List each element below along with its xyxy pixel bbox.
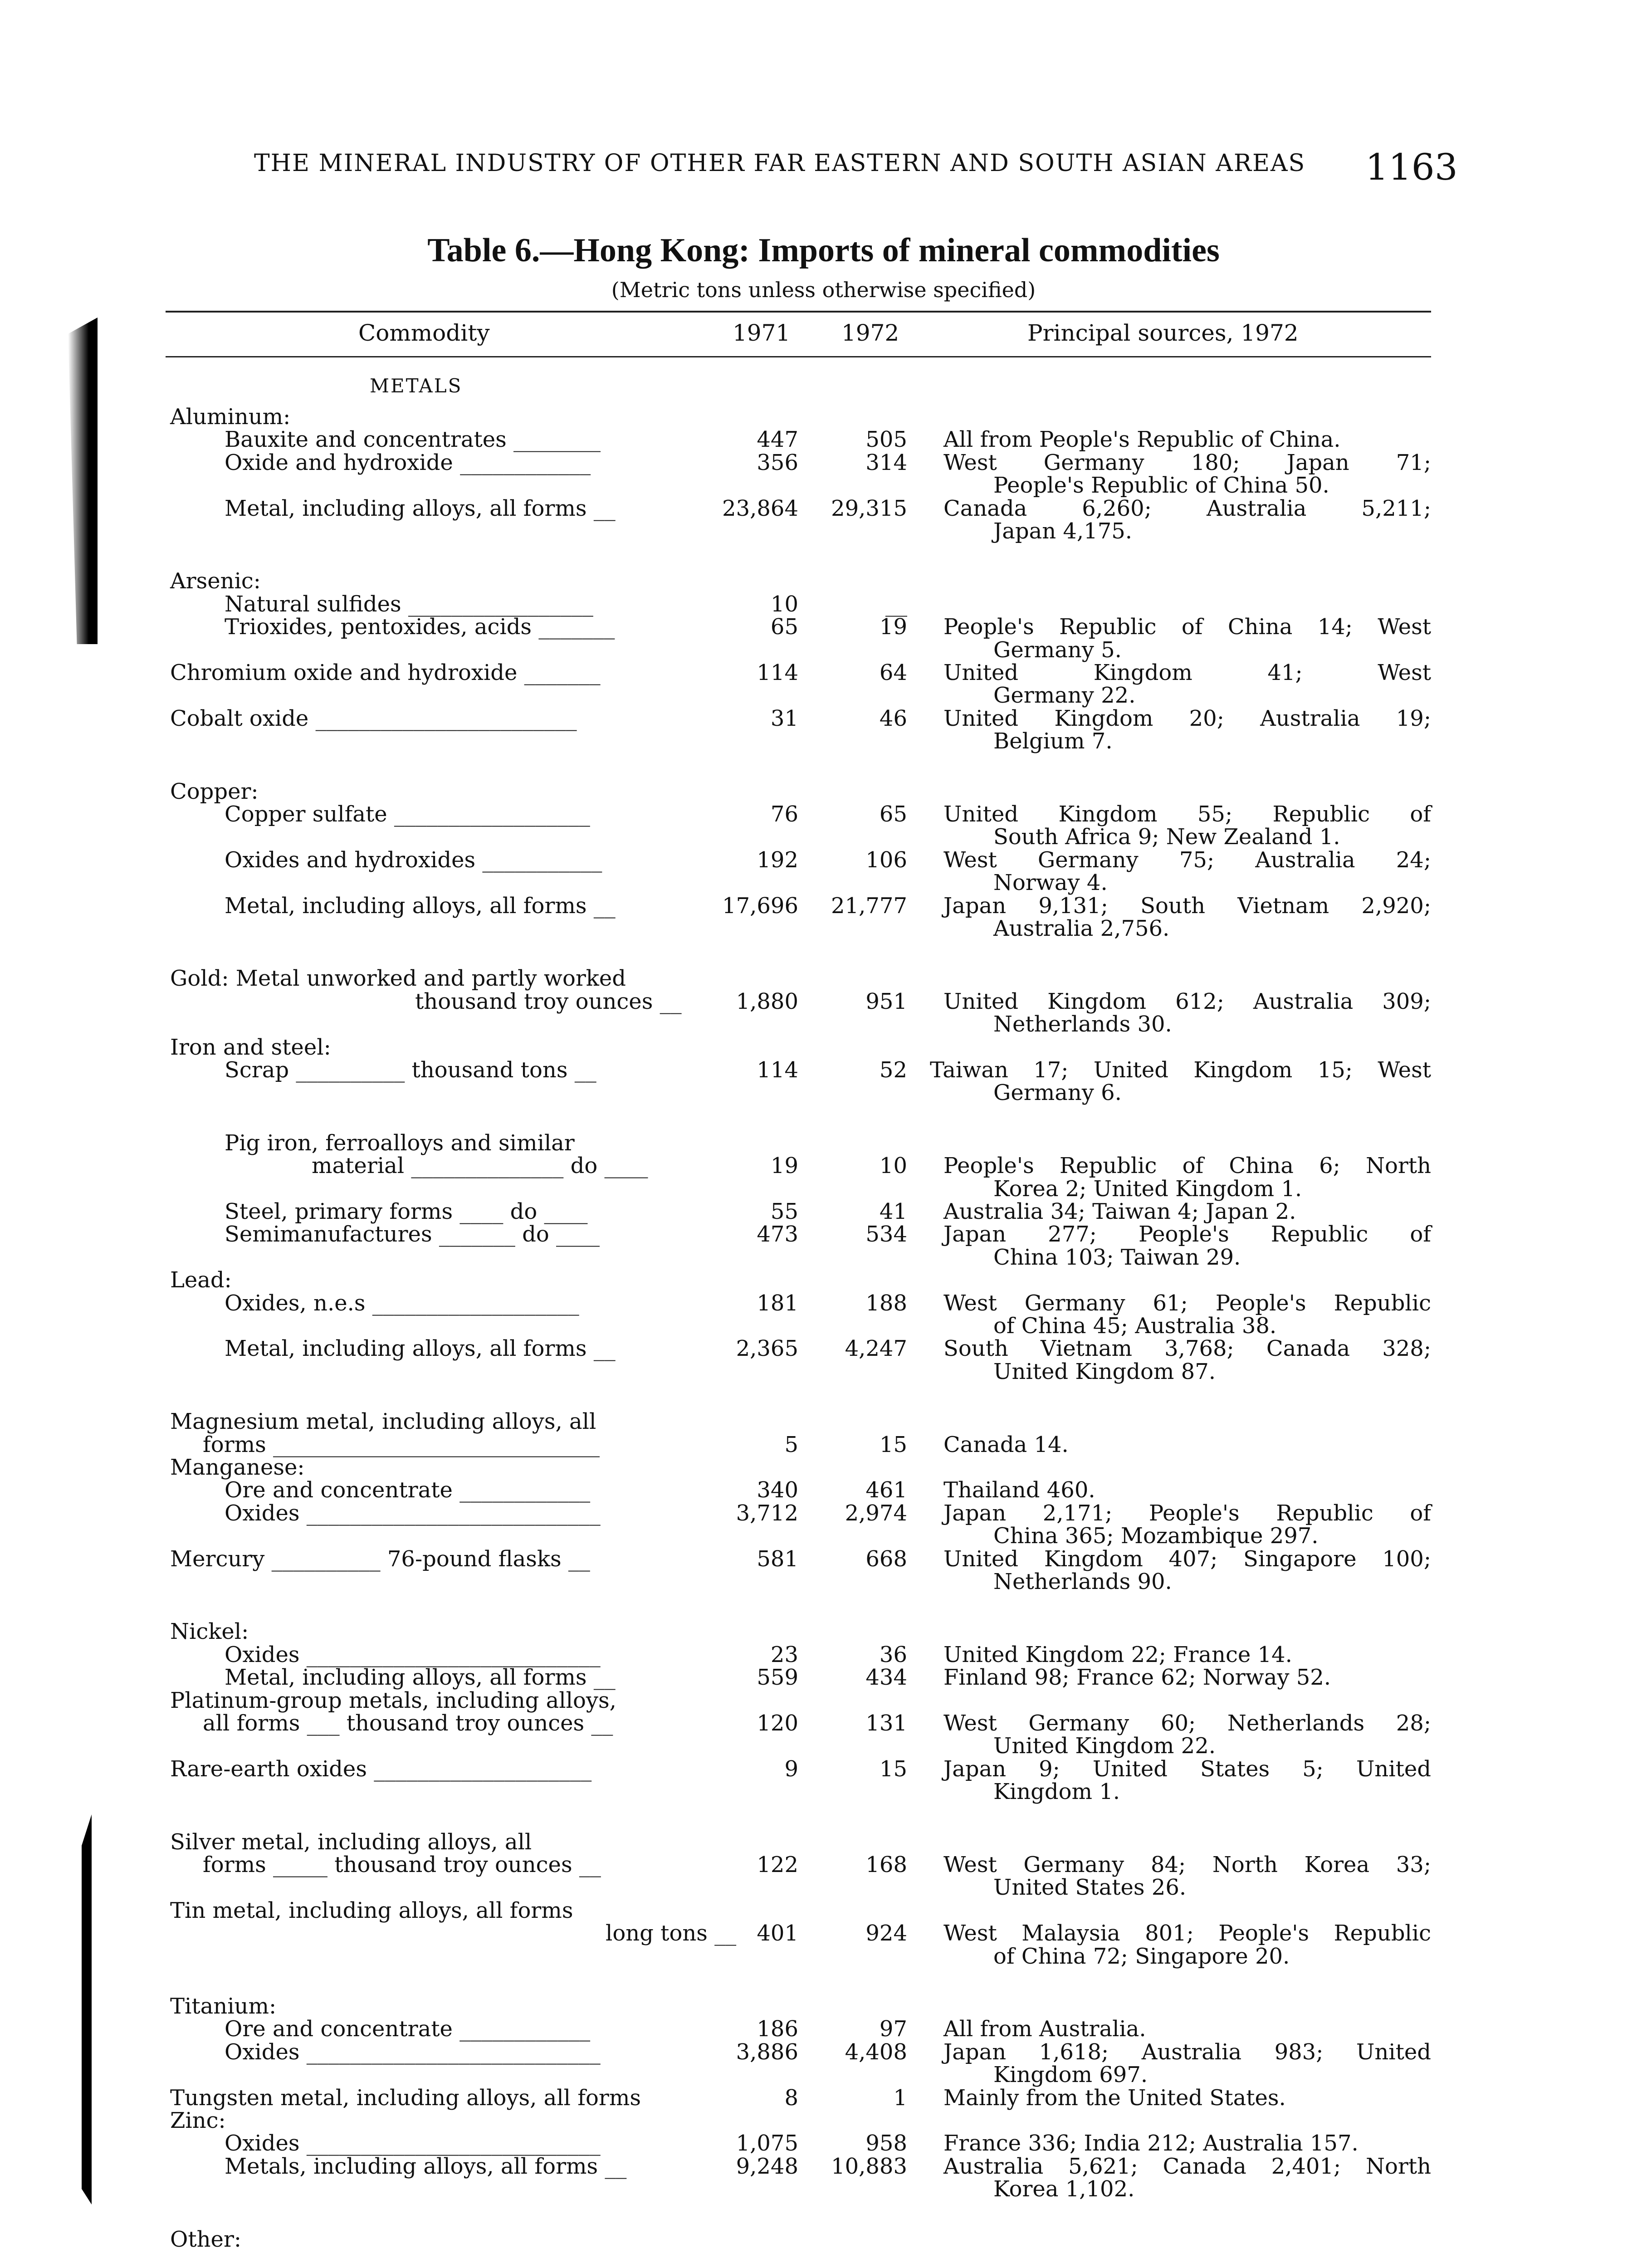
table-row	[0, 1500, 1647, 1526]
table-row	[0, 988, 1647, 1015]
table-row	[0, 472, 1647, 499]
table-row	[0, 1221, 1647, 1247]
principal-sources: United Kingdom 20; Australia 19;	[943, 705, 1431, 731]
table-row	[0, 1313, 1647, 1339]
principal-sources: Germany 6.	[993, 1080, 1122, 1106]
value-1972: 4,408	[845, 2039, 907, 2065]
value-1971: 9,248	[736, 2153, 798, 2179]
value-1972: 188	[865, 1290, 907, 1316]
commodity-label: forms _____ thousand troy ounces __	[203, 1852, 601, 1877]
value-1971: 401	[757, 1921, 798, 1946]
value-1971: 55	[770, 1199, 798, 1224]
table-row	[0, 1359, 1647, 1385]
principal-sources: Mainly from the United States.	[943, 2085, 1286, 2111]
value-1972: 131	[865, 1711, 907, 1736]
commodity-label: Bauxite and concentrates ________	[225, 427, 601, 453]
table-row	[0, 1874, 1647, 1901]
table-row	[0, 1618, 1647, 1645]
value-1971: 559	[757, 1665, 798, 1691]
commodity-label: Oxide and hydroxide ____________	[225, 450, 591, 475]
table-row	[0, 495, 1647, 522]
value-1971: 76	[770, 802, 798, 827]
table-row	[0, 1642, 1647, 1668]
value-1972: 668	[865, 1546, 907, 1572]
table-row	[0, 2176, 1647, 2202]
table-row	[0, 1687, 1647, 1714]
principal-sources: Korea 1,102.	[993, 2176, 1135, 2202]
principal-sources: Korea 2; United Kingdom 1.	[993, 1176, 1302, 1202]
principal-sources: Taiwan 17; United Kingdom 15; West	[930, 1057, 1431, 1083]
principal-sources: All from Australia.	[943, 2016, 1146, 2042]
table-row	[0, 637, 1647, 663]
commodity-label: Other:	[170, 2226, 242, 2252]
principal-sources: United Kingdom 22.	[993, 1733, 1216, 1759]
principal-sources: Australia 34; Taiwan 4; Japan 2.	[943, 1199, 1296, 1224]
value-1971: 186	[757, 2016, 798, 2042]
principal-sources: People's Republic of China 50.	[993, 473, 1329, 499]
value-1971: 2,365	[736, 1336, 798, 1362]
commodity-label: Trioxides, pentoxides, acids _______	[225, 614, 615, 640]
value-1972: 434	[865, 1665, 907, 1691]
principal-sources: Finland 98; France 62; Norway 52.	[943, 1665, 1331, 1691]
value-1972: 4,247	[845, 1336, 907, 1362]
principal-sources: West Germany 84; North Korea 33;	[943, 1852, 1431, 1877]
principal-sources: Germany 5.	[993, 637, 1122, 663]
value-1972: 951	[865, 988, 907, 1014]
value-1971: 122	[757, 1852, 798, 1877]
table-row	[0, 847, 1647, 873]
commodity-label: Silver metal, including alloys, all	[170, 1829, 532, 1855]
table-row	[0, 778, 1647, 805]
table-row	[0, 1829, 1647, 1855]
principal-sources: West Germany 75; Australia 24;	[943, 847, 1431, 873]
value-1972: 29,315	[831, 495, 907, 521]
commodity-label: Chromium oxide and hydroxide _______	[170, 660, 601, 685]
table-row	[0, 1267, 1647, 1293]
principal-sources: United States 26.	[993, 1875, 1187, 1901]
value-1972: 2,974	[845, 1500, 907, 1526]
table-subtitle: (Metric tons unless otherwise specified)	[611, 278, 1036, 302]
commodity-label: all forms ___ thousand troy ounces __	[203, 1711, 613, 1736]
table-row	[0, 1733, 1647, 1759]
value-1972: 10	[879, 1153, 907, 1179]
table-row	[0, 728, 1647, 754]
commodity-label: Zinc:	[170, 2108, 226, 2133]
table-row	[0, 915, 1647, 942]
value-1971: 114	[757, 1057, 798, 1083]
commodity-label: Oxides ___________________________	[225, 1500, 601, 1526]
commodity-label: Metals, including alloys, all forms __	[225, 2153, 627, 2179]
table-row	[0, 1664, 1647, 1691]
commodity-label: material ______________ do ____	[312, 1153, 648, 1179]
value-1971: 3,886	[736, 2039, 798, 2065]
principal-sources: Netherlands 30.	[993, 1012, 1172, 1037]
table-row	[0, 2062, 1647, 2088]
value-1972: 36	[879, 1642, 907, 1667]
commodity-label: Rare-earth oxides ____________________	[170, 1756, 592, 1782]
commodity-label: Aluminum:	[170, 404, 291, 430]
table-row	[0, 1335, 1647, 1362]
value-1972: 41	[879, 1199, 907, 1224]
column-header-sources: Principal sources, 1972	[1027, 320, 1299, 346]
commodity-label: Magnesium metal, including alloys, all	[170, 1409, 596, 1435]
table-row	[0, 450, 1647, 476]
value-1971: 31	[770, 705, 798, 731]
scan-edge-shadow	[82, 1814, 92, 2204]
table-row	[0, 1034, 1647, 1061]
table-row	[0, 1993, 1647, 2019]
commodity-label: Metal, including alloys, all forms __	[225, 495, 616, 521]
commodity-label: Metal, including alloys, all forms __	[225, 1665, 616, 1691]
principal-sources: Thailand 460.	[943, 1477, 1095, 1503]
table-row	[0, 1011, 1647, 1037]
principal-sources: of China 45; Australia 38.	[993, 1313, 1277, 1339]
value-1971: 10	[770, 591, 798, 617]
principal-sources: Japan 9; United States 5; United	[943, 1756, 1431, 1782]
commodity-label: Natural sulfides _________________	[225, 591, 593, 617]
table-row	[0, 518, 1647, 544]
commodity-label: Lead:	[170, 1267, 232, 1293]
commodity-label: thousand troy ounces __	[415, 988, 682, 1014]
table-row	[0, 1130, 1647, 1156]
table-row	[0, 824, 1647, 850]
value-1971: 1,880	[736, 988, 798, 1014]
value-1972: 106	[865, 847, 907, 873]
principal-sources: Japan 1,618; Australia 983; United	[943, 2039, 1431, 2065]
value-1971: 1,075	[736, 2131, 798, 2156]
table-row	[0, 1080, 1647, 1106]
commodity-label: Ore and concentrate ____________	[225, 1477, 591, 1503]
principal-sources: South Vietnam 3,768; Canada 328;	[943, 1336, 1431, 1362]
table-row	[0, 893, 1647, 919]
section-metals: METALS	[370, 375, 463, 397]
principal-sources: China 103; Taiwan 29.	[993, 1244, 1241, 1270]
principal-sources: People's Republic of China 6; North	[943, 1153, 1431, 1179]
principal-sources: West Germany 61; People's Republic	[943, 1290, 1431, 1316]
principal-sources: Japan 4,175.	[993, 518, 1133, 544]
value-1971: 17,696	[722, 893, 798, 919]
table-row	[0, 1756, 1647, 1782]
value-1971: 23,864	[722, 495, 798, 521]
value-1972: 65	[879, 802, 907, 827]
commodity-label: Copper:	[170, 778, 259, 804]
principal-sources: West Germany 60; Netherlands 28;	[943, 1711, 1431, 1736]
commodity-label: Metal, including alloys, all forms __	[225, 893, 616, 919]
table-row	[0, 1244, 1647, 1271]
value-1971: 473	[757, 1222, 798, 1247]
header-rule	[166, 356, 1431, 357]
commodity-label: Platinum-group metals, including alloys,	[170, 1687, 616, 1713]
principal-sources: United Kingdom 22; France 14.	[943, 1642, 1292, 1667]
commodity-label: Oxides ___________________________	[225, 2039, 601, 2065]
table-row	[0, 1943, 1647, 1970]
principal-sources: United Kingdom 612; Australia 309;	[943, 988, 1431, 1014]
value-1971: 581	[757, 1546, 798, 1572]
value-1971: 114	[757, 660, 798, 685]
principal-sources: Japan 2,171; People's Republic of	[943, 1500, 1431, 1526]
value-1971: 192	[757, 847, 798, 873]
table-row	[0, 1920, 1647, 1946]
principal-sources: Belgium 7.	[993, 728, 1113, 754]
commodity-label: Copper sulfate __________________	[225, 802, 590, 827]
value-1972: 461	[865, 1477, 907, 1503]
value-1972: 52	[879, 1057, 907, 1083]
table-row	[0, 801, 1647, 827]
commodity-label: Oxides ___________________________	[225, 2131, 601, 2156]
commodity-label: Manganese:	[170, 1455, 305, 1480]
value-1972: 1	[893, 2085, 907, 2111]
value-1972: __	[885, 591, 907, 617]
table-row	[0, 2226, 1647, 2253]
commodity-label: Cobalt oxide ________________________	[170, 705, 577, 731]
table-row	[0, 2130, 1647, 2156]
table-row	[0, 1710, 1647, 1736]
commodity-label: Metal, including alloys, all forms __	[225, 1336, 616, 1362]
value-1972: 97	[879, 2016, 907, 2042]
section-heading	[0, 373, 1647, 399]
principal-sources: France 336; India 212; Australia 157.	[943, 2131, 1359, 2156]
value-1971: 9	[784, 1756, 798, 1782]
commodity-label: Oxides and hydroxides ___________	[225, 847, 602, 873]
principal-sources: Japan 277; People's Republic of	[943, 1222, 1431, 1247]
principal-sources: Australia 2,756.	[993, 916, 1170, 941]
principal-sources: Canada 6,260; Australia 5,211;	[943, 495, 1431, 521]
principal-sources: All from People's Republic of China.	[943, 427, 1341, 453]
value-1972: 15	[879, 1432, 907, 1457]
value-1971: 19	[770, 1153, 798, 1179]
value-1971: 356	[757, 450, 798, 475]
principal-sources: United Kingdom 55; Republic of	[943, 802, 1431, 827]
principal-sources: South Africa 9; New Zealand 1.	[993, 824, 1340, 850]
value-1972: 46	[879, 705, 907, 731]
table-row	[0, 2016, 1647, 2042]
table-row	[0, 1569, 1647, 1595]
principal-sources: Kingdom 697.	[993, 2062, 1148, 2088]
value-1971: 3,712	[736, 1500, 798, 1526]
table-row	[0, 1546, 1647, 1572]
principal-sources: Netherlands 90.	[993, 1569, 1172, 1594]
table-row	[0, 2085, 1647, 2111]
value-1971: 8	[784, 2085, 798, 2111]
commodity-label: Ore and concentrate ____________	[225, 2016, 591, 2042]
value-1971: 447	[757, 427, 798, 453]
table-title: Table 6.—Hong Kong: Imports of mineral commodities	[427, 232, 1220, 269]
table-row	[0, 1779, 1647, 1805]
table-row	[0, 1153, 1647, 1179]
table-row	[0, 1057, 1647, 1083]
table-row	[0, 1408, 1647, 1435]
table-row	[0, 1290, 1647, 1316]
value-1971: 65	[770, 614, 798, 640]
table-row	[0, 660, 1647, 686]
table-row	[0, 591, 1647, 617]
principal-sources: United Kingdom 41; West	[943, 660, 1431, 685]
commodity-label: Nickel:	[170, 1619, 249, 1645]
table-row	[0, 1198, 1647, 1225]
commodity-label: Mercury __________ 76-pound flasks __	[170, 1546, 590, 1572]
table-row	[0, 870, 1647, 896]
value-1972: 168	[865, 1852, 907, 1877]
running-header: THE MINERAL INDUSTRY OF OTHER FAR EASTERN AND SOUTH ASIAN AREAS	[254, 150, 1306, 177]
principal-sources: Kingdom 1.	[993, 1779, 1120, 1805]
value-1971: 5	[784, 1432, 798, 1457]
table-row	[0, 404, 1647, 430]
table-row	[0, 426, 1647, 453]
value-1971: 340	[757, 1477, 798, 1503]
value-1971: 120	[757, 1711, 798, 1736]
value-1972: 534	[865, 1222, 907, 1247]
table-row	[0, 705, 1647, 732]
table-row	[0, 2107, 1647, 2134]
principal-sources: Norway 4.	[993, 870, 1108, 896]
table-row	[0, 1852, 1647, 1878]
commodity-label: long tons __	[606, 1921, 737, 1946]
value-1972: 15	[879, 1756, 907, 1782]
table-row	[0, 1477, 1647, 1503]
commodity-label: Arsenic:	[170, 568, 261, 594]
principal-sources: Australia 5,621; Canada 2,401; North	[943, 2153, 1431, 2179]
principal-sources: United Kingdom 407; Singapore 100;	[943, 1546, 1431, 1572]
table-row	[0, 568, 1647, 594]
commodity-label: Steel, primary forms ____ do ____	[225, 1199, 588, 1224]
value-1971: 181	[757, 1290, 798, 1316]
principal-sources: Germany 22.	[993, 683, 1136, 709]
table-row	[0, 2153, 1647, 2180]
table-row	[0, 965, 1647, 992]
column-header-commodity: Commodity	[358, 320, 490, 346]
commodity-label: Pig iron, ferroalloys and similar	[225, 1130, 575, 1156]
table-row	[0, 1176, 1647, 1202]
value-1972: 958	[865, 2131, 907, 2156]
value-1972: 64	[879, 660, 907, 685]
column-header-1972: 1972	[841, 320, 899, 346]
value-1972: 19	[879, 614, 907, 640]
table-row	[0, 1897, 1647, 1924]
principal-sources: West Germany 180; Japan 71;	[943, 450, 1431, 475]
value-1972: 10,883	[831, 2153, 907, 2179]
value-1971: 23	[770, 1642, 798, 1667]
commodity-label: Tungsten metal, including alloys, all forms	[170, 2085, 641, 2111]
commodity-label: Gold: Metal unworked and partly worked	[170, 966, 626, 992]
commodity-label: Tin metal, including alloys, all forms	[170, 1897, 573, 1923]
commodity-label: forms ______________________________	[203, 1432, 600, 1457]
page-number: 1163	[1365, 146, 1458, 188]
commodity-label: Titanium:	[170, 1994, 277, 2019]
table-row	[0, 682, 1647, 709]
commodity-label: Oxides ___________________________	[225, 1642, 601, 1667]
principal-sources: People's Republic of China 14; West	[943, 614, 1431, 640]
table-row	[0, 1454, 1647, 1481]
principal-sources: United Kingdom 87.	[993, 1359, 1216, 1384]
table-row	[0, 2039, 1647, 2065]
value-1972: 21,777	[831, 893, 907, 919]
value-1972: 505	[865, 427, 907, 453]
principal-sources: West Malaysia 801; People's Republic	[943, 1921, 1431, 1946]
table-row	[0, 1432, 1647, 1458]
principal-sources: Japan 9,131; South Vietnam 2,920;	[943, 893, 1431, 919]
commodity-label: Iron and steel:	[170, 1034, 331, 1060]
commodity-label: Scrap __________ thousand tons __	[225, 1057, 596, 1083]
value-1972: 314	[865, 450, 907, 475]
table-row	[0, 614, 1647, 640]
commodity-label: Oxides, n.e.s ___________________	[225, 1290, 579, 1316]
column-header-1971: 1971	[733, 320, 791, 346]
principal-sources: China 365; Mozambique 297.	[993, 1523, 1319, 1549]
principal-sources: of China 72; Singapore 20.	[993, 1943, 1290, 1969]
top-rule	[166, 311, 1431, 313]
principal-sources: Canada 14.	[943, 1432, 1069, 1457]
commodity-label: Semimanufactures _______ do ____	[225, 1222, 600, 1247]
value-1972: 924	[865, 1921, 907, 1946]
table-row	[0, 1523, 1647, 1549]
